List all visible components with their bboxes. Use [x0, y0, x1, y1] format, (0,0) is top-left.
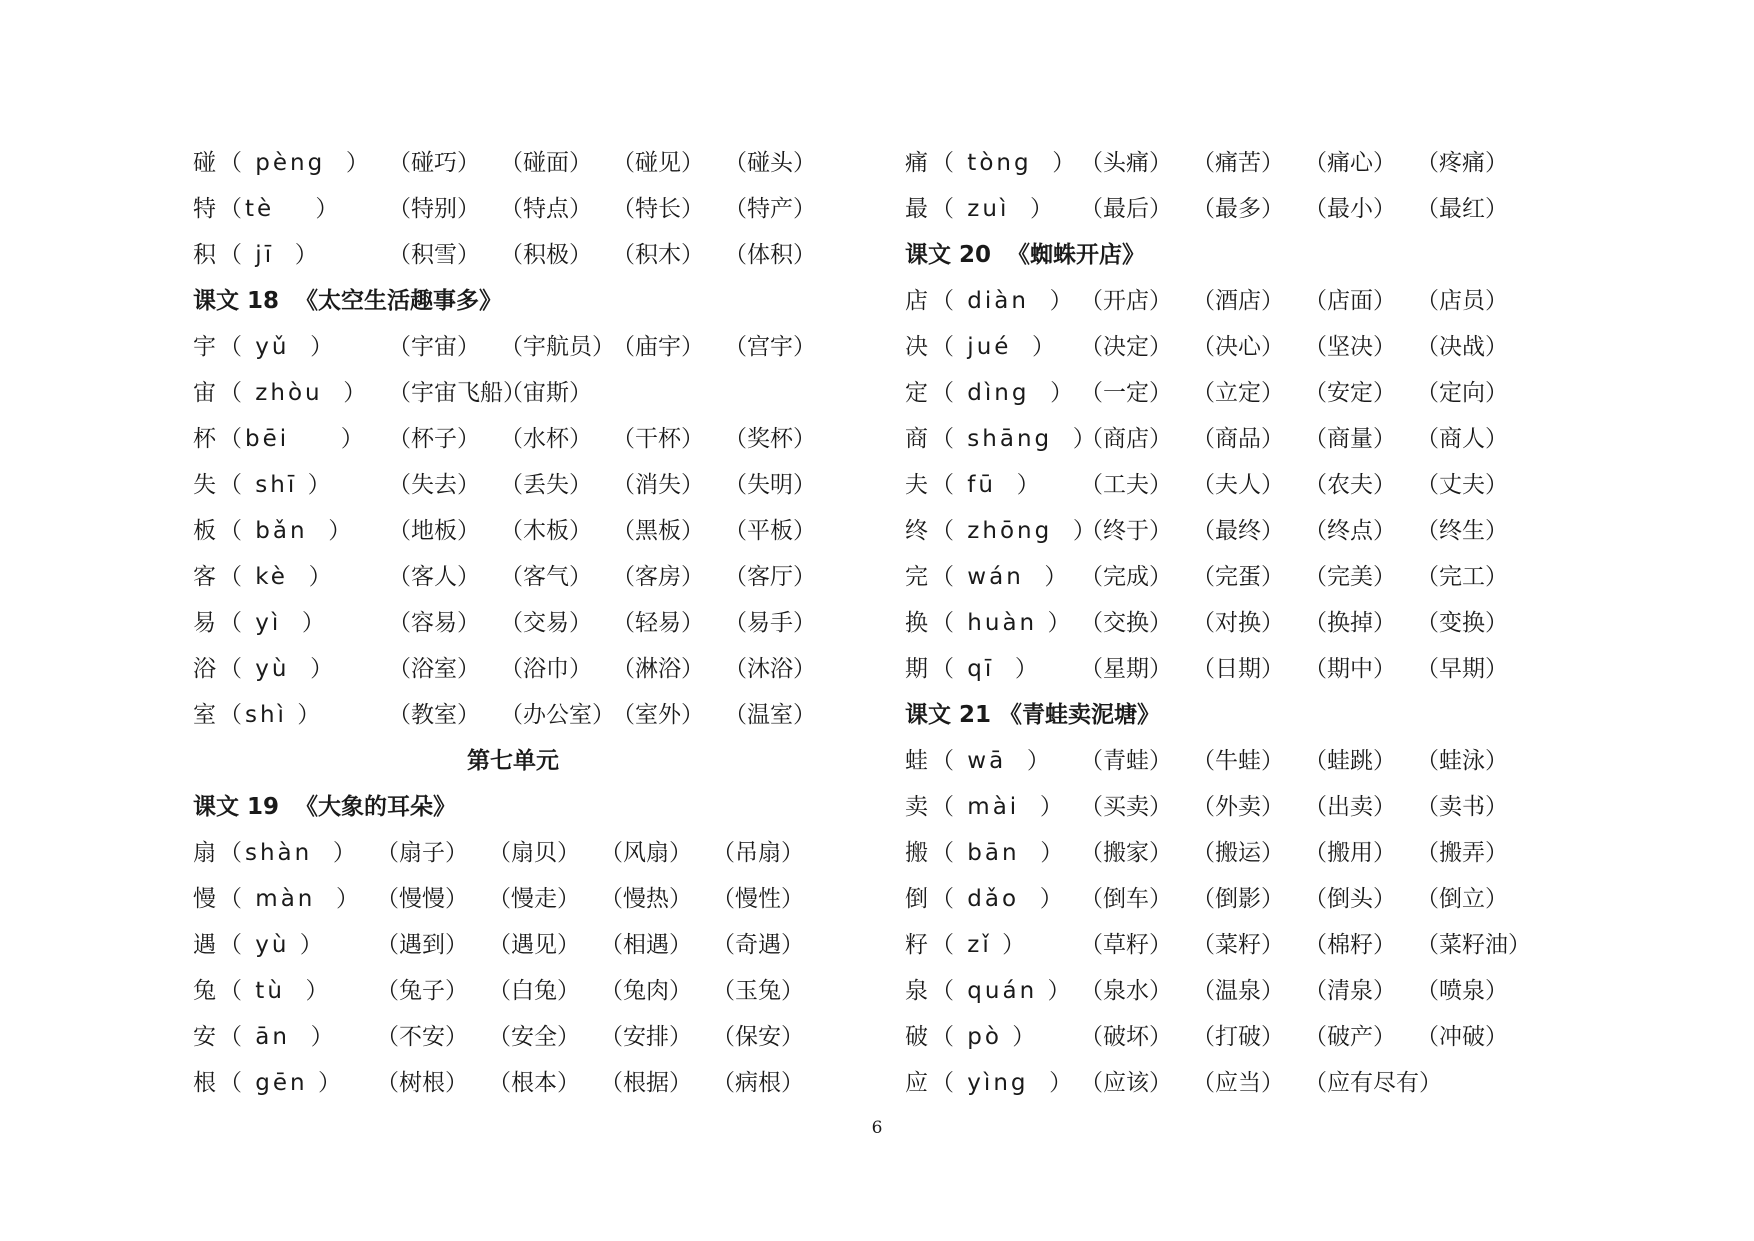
vocab-word: （客房）: [612, 564, 704, 590]
vocab-word: （决定）: [1080, 334, 1172, 360]
vocab-char: 宙: [193, 380, 216, 406]
vocab-row: [193, 646, 833, 692]
vocab-row: [193, 508, 833, 554]
vocab-word: （青蛙）: [1080, 748, 1172, 774]
vocab-pinyin: （shàn ）: [219, 840, 359, 866]
vocab-pinyin: （ shāng ）: [931, 426, 1099, 452]
vocab-char: 期: [905, 656, 928, 682]
vocab-pinyin: （ zhòu ）: [219, 380, 370, 406]
vocab-word: （遇到）: [376, 932, 468, 958]
vocab-char: 慢: [193, 886, 216, 912]
vocab-row: [905, 140, 1605, 186]
vocab-pinyin: （ fū ）: [931, 472, 1043, 498]
vocab-word: （丈夫）: [1416, 472, 1508, 498]
vocab-word: （遇见）: [488, 932, 580, 958]
vocab-row: [193, 1014, 833, 1060]
vocab-pinyin: （ yù ）: [219, 656, 337, 682]
vocab-word: （容易）: [388, 610, 480, 636]
vocab-char: 换: [905, 610, 928, 636]
vocab-char: 碰: [193, 150, 216, 176]
vocab-row: [193, 692, 833, 738]
vocab-word: （坚决）: [1304, 334, 1396, 360]
vocab-word: （碰面）: [500, 150, 592, 176]
vocab-word: （泉水）: [1080, 978, 1172, 1004]
vocab-char: 最: [905, 196, 928, 222]
vocab-word: （最红）: [1416, 196, 1508, 222]
vocab-word: （浴巾）: [500, 656, 592, 682]
vocab-char: 遇: [193, 932, 216, 958]
vocab-word: （最多）: [1192, 196, 1284, 222]
vocab-pinyin: （ pèng ）: [219, 150, 372, 176]
vocab-row: [193, 140, 833, 186]
vocab-word: （特产）: [724, 196, 816, 222]
vocab-char: 破: [905, 1024, 928, 1050]
vocab-char: 决: [905, 334, 928, 360]
vocab-word: （宙斯）: [500, 380, 592, 406]
vocab-word: （吊扇）: [712, 840, 804, 866]
vocab-word: （工夫）: [1080, 472, 1172, 498]
vocab-word: （草籽）: [1080, 932, 1172, 958]
vocab-word: （积雪）: [388, 242, 480, 268]
page-number: 6: [871, 1118, 883, 1138]
vocab-row: [193, 830, 833, 876]
vocab-word: （打破）: [1192, 1024, 1284, 1050]
right-column: [905, 140, 1605, 1106]
vocab-word: （应该）: [1080, 1070, 1172, 1096]
vocab-word: （相遇）: [600, 932, 692, 958]
vocab-char: 浴: [193, 656, 216, 682]
vocab-pinyin: （ yǔ ）: [219, 334, 337, 360]
vocab-word: （牛蛙）: [1192, 748, 1284, 774]
vocab-row: [905, 738, 1605, 784]
vocab-word: （失去）: [388, 472, 480, 498]
vocab-char: 夫: [905, 472, 928, 498]
vocab-word: （沐浴）: [724, 656, 816, 682]
vocab-word: （定向）: [1416, 380, 1508, 406]
vocab-word: （树根）: [376, 1070, 468, 1096]
vocab-word: （庙宇）: [612, 334, 704, 360]
vocab-word: （室外）: [612, 702, 704, 728]
vocab-word: （轻易）: [612, 610, 704, 636]
vocab-word: （店员）: [1416, 288, 1508, 314]
vocab-char: 商: [905, 426, 928, 452]
vocab-word: （积木）: [612, 242, 704, 268]
vocab-char: 根: [193, 1070, 216, 1096]
vocab-word: （完成）: [1080, 564, 1172, 590]
vocab-pinyin: （ zǐ ）: [931, 932, 1029, 958]
vocab-word: （商人）: [1416, 426, 1508, 452]
vocab-word: （宇宙飞船）: [388, 380, 526, 406]
vocab-word: （搬家）: [1080, 840, 1172, 866]
vocab-word: （积极）: [500, 242, 592, 268]
vocab-word: （期中）: [1304, 656, 1396, 682]
vocab-row: [905, 968, 1605, 1014]
vocab-pinyin: （ pò ）: [931, 1024, 1039, 1050]
vocab-pinyin: （ huàn ）: [931, 610, 1074, 636]
vocab-word: （不安）: [376, 1024, 468, 1050]
vocab-pinyin: （ màn ）: [219, 886, 363, 912]
vocab-word: （特长）: [612, 196, 704, 222]
vocab-pinyin: （ jué ）: [931, 334, 1059, 360]
vocab-row: [905, 830, 1605, 876]
vocab-word: （倒车）: [1080, 886, 1172, 912]
vocab-row: [905, 1060, 1605, 1106]
vocab-word: （保安）: [712, 1024, 804, 1050]
vocab-word: （风扇）: [600, 840, 692, 866]
vocab-word: （碰巧）: [388, 150, 480, 176]
vocab-row: [193, 876, 833, 922]
vocab-word: （碰头）: [724, 150, 816, 176]
vocab-word: （客人）: [388, 564, 480, 590]
vocab-word: （消失）: [612, 472, 704, 498]
vocab-word: （痛心）: [1304, 150, 1396, 176]
vocab-word: （客厅）: [724, 564, 816, 590]
vocab-pinyin: （ yù ）: [219, 932, 326, 958]
vocab-char: 易: [193, 610, 216, 636]
vocab-pinyin: （ kè ）: [219, 564, 335, 590]
vocab-word: （扇贝）: [488, 840, 580, 866]
vocab-char: 兔: [193, 978, 216, 1004]
vocab-char: 痛: [905, 150, 928, 176]
vocab-word: （玉兔）: [712, 978, 804, 1004]
vocab-word: （开店）: [1080, 288, 1172, 314]
vocab-char: 终: [905, 518, 928, 544]
vocab-row: [905, 1014, 1605, 1060]
vocab-word: （扇子）: [376, 840, 468, 866]
vocab-row: [193, 462, 833, 508]
vocab-row: [905, 554, 1605, 600]
vocab-row: [905, 416, 1605, 462]
vocab-word: （商品）: [1192, 426, 1284, 452]
vocab-pinyin: （ zhōng ）: [931, 518, 1099, 544]
vocab-pinyin: （ bǎn ）: [219, 518, 355, 544]
vocab-word: （兔肉）: [600, 978, 692, 1004]
vocab-row: [193, 554, 833, 600]
vocab-word: （倒头）: [1304, 886, 1396, 912]
vocab-row: [905, 278, 1605, 324]
vocab-word: （商量）: [1304, 426, 1396, 452]
vocab-char: 客: [193, 564, 216, 590]
vocab-word: （星期）: [1080, 656, 1172, 682]
vocab-char: 应: [905, 1070, 928, 1096]
vocab-word: （温泉）: [1192, 978, 1284, 1004]
vocab-word: （交换）: [1080, 610, 1172, 636]
vocab-char: 安: [193, 1024, 216, 1050]
vocab-word: （终于）: [1080, 518, 1172, 544]
vocab-word: （店面）: [1304, 288, 1396, 314]
vocab-word: （倒影）: [1192, 886, 1284, 912]
vocab-word: （宇航员）: [500, 334, 615, 360]
vocab-pinyin: （ quán ）: [931, 978, 1074, 1004]
vocab-word: （对换）: [1192, 610, 1284, 636]
vocab-row: [193, 416, 833, 462]
vocab-word: （教室）: [388, 702, 480, 728]
vocab-word: （蛙跳）: [1304, 748, 1396, 774]
vocab-pinyin: （ mài ）: [931, 794, 1066, 820]
vocab-char: 定: [905, 380, 928, 406]
vocab-pinyin: （ zuì ）: [931, 196, 1056, 222]
vocab-pinyin: （ wán ）: [931, 564, 1071, 590]
vocab-char: 蛙: [905, 748, 928, 774]
vocab-pinyin: （ tòng ）: [931, 150, 1079, 176]
vocab-word: （水杯）: [500, 426, 592, 452]
vocab-word: （菜籽油）: [1416, 932, 1531, 958]
vocab-word: （疼痛）: [1416, 150, 1508, 176]
lesson-heading: 课文 20 《蜘蛛开店》: [905, 242, 1146, 268]
vocab-row: [905, 600, 1605, 646]
vocab-row: [905, 922, 1605, 968]
vocab-word: （蛙泳）: [1416, 748, 1508, 774]
vocab-row: [905, 462, 1605, 508]
vocab-word: （办公室）: [500, 702, 615, 728]
vocab-word: （黑板）: [612, 518, 704, 544]
vocab-word: （外卖）: [1192, 794, 1284, 820]
vocab-row: [193, 922, 833, 968]
vocab-word: （平板）: [724, 518, 816, 544]
vocab-word: （最终）: [1192, 518, 1284, 544]
vocab-word: （碰见）: [612, 150, 704, 176]
vocab-word: （特点）: [500, 196, 592, 222]
vocab-char: 扇: [193, 840, 216, 866]
vocab-word: （倒立）: [1416, 886, 1508, 912]
vocab-pinyin: （ dìng ）: [931, 380, 1077, 406]
vocab-word: （奖杯）: [724, 426, 816, 452]
vocab-row: [905, 508, 1605, 554]
vocab-char: 宇: [193, 334, 216, 360]
vocab-word: （安定）: [1304, 380, 1396, 406]
vocab-word: （失明）: [724, 472, 816, 498]
vocab-word: （买卖）: [1080, 794, 1172, 820]
vocab-word: （兔子）: [376, 978, 468, 1004]
vocab-word: （最后）: [1080, 196, 1172, 222]
vocab-pinyin: （tè ）: [219, 196, 342, 222]
vocab-word: （搬用）: [1304, 840, 1396, 866]
lesson-heading: 课文 21 《青蛙卖泥塘》: [905, 702, 1161, 728]
vocab-word: （痛苦）: [1192, 150, 1284, 176]
vocab-word: （菜籽）: [1192, 932, 1284, 958]
vocab-word: （应当）: [1192, 1070, 1284, 1096]
vocab-char: 失: [193, 472, 216, 498]
vocab-char: 泉: [905, 978, 928, 1004]
vocab-row: [193, 370, 833, 416]
vocab-word: （客气）: [500, 564, 592, 590]
vocab-word: （安排）: [600, 1024, 692, 1050]
vocab-word: （木板）: [500, 518, 592, 544]
vocab-word: （慢性）: [712, 886, 804, 912]
vocab-word: （最小）: [1304, 196, 1396, 222]
vocab-row: [905, 324, 1605, 370]
vocab-row: [905, 370, 1605, 416]
vocab-pinyin: （ diàn ）: [931, 288, 1076, 314]
vocab-row: [193, 186, 833, 232]
vocab-char: 卖: [905, 794, 928, 820]
vocab-word: （完美）: [1304, 564, 1396, 590]
vocab-word: （交易）: [500, 610, 592, 636]
vocab-word: （破产）: [1304, 1024, 1396, 1050]
vocab-char: 倒: [905, 886, 928, 912]
vocab-word: （慢热）: [600, 886, 692, 912]
vocab-char: 搬: [905, 840, 928, 866]
vocab-word: （完工）: [1416, 564, 1508, 590]
vocab-char: 特: [193, 196, 216, 222]
vocab-char: 完: [905, 564, 928, 590]
vocab-word: （冲破）: [1416, 1024, 1508, 1050]
vocab-row: [905, 876, 1605, 922]
vocab-pinyin: （ wā ）: [931, 748, 1053, 774]
vocab-pinyin: （ gēn ）: [219, 1070, 344, 1096]
vocab-pinyin: （ tù ）: [219, 978, 332, 1004]
vocab-word: （终点）: [1304, 518, 1396, 544]
vocab-char: 板: [193, 518, 216, 544]
vocab-pinyin: （ dǎo ）: [931, 886, 1066, 912]
vocab-row: [905, 646, 1605, 692]
vocab-row: [193, 1060, 833, 1106]
vocab-word: （决战）: [1416, 334, 1508, 360]
vocab-word: （破坏）: [1080, 1024, 1172, 1050]
vocab-word: （根本）: [488, 1070, 580, 1096]
vocab-word: （一定）: [1080, 380, 1172, 406]
vocab-pinyin: （ yìng ）: [931, 1070, 1076, 1096]
vocab-row: [905, 186, 1605, 232]
vocab-pinyin: （ jī ）: [219, 242, 321, 268]
vocab-word: （安全）: [488, 1024, 580, 1050]
vocab-word: （温室）: [724, 702, 816, 728]
vocab-word: （变换）: [1416, 610, 1508, 636]
vocab-word: （棉籽）: [1304, 932, 1396, 958]
lesson-heading: 课文 19 《大象的耳朵》: [193, 794, 457, 820]
vocab-word: （白兔）: [488, 978, 580, 1004]
vocab-word: （丢失）: [500, 472, 592, 498]
vocab-word: （头痛）: [1080, 150, 1172, 176]
vocab-pinyin: （shì ）: [219, 702, 324, 728]
vocab-row: [193, 324, 833, 370]
vocab-char: 杯: [193, 426, 216, 452]
vocab-word: （卖书）: [1416, 794, 1508, 820]
vocab-word: （搬运）: [1192, 840, 1284, 866]
vocab-word: （体积）: [724, 242, 816, 268]
vocab-pinyin: （ bān ）: [931, 840, 1067, 866]
lesson-heading: 课文 18 《太空生活趣事多》: [193, 288, 503, 314]
unit-heading: 第七单元: [467, 748, 559, 774]
vocab-row: [905, 784, 1605, 830]
vocab-char: 积: [193, 242, 216, 268]
vocab-word: （清泉）: [1304, 978, 1396, 1004]
vocab-word: （商店）: [1080, 426, 1172, 452]
vocab-word: （立定）: [1192, 380, 1284, 406]
vocab-word: （慢走）: [488, 886, 580, 912]
vocab-word: （终生）: [1416, 518, 1508, 544]
vocab-pinyin: （ yì ）: [219, 610, 328, 636]
vocab-word: （易手）: [724, 610, 816, 636]
vocab-word: （应有尽有）: [1304, 1070, 1442, 1096]
vocab-pinyin: （ ān ）: [219, 1024, 337, 1050]
vocab-word: （出卖）: [1304, 794, 1396, 820]
vocab-word: （奇遇）: [712, 932, 804, 958]
vocab-word: （换掉）: [1304, 610, 1396, 636]
vocab-word: （搬弄）: [1416, 840, 1508, 866]
vocab-word: （杯子）: [388, 426, 480, 452]
vocab-pinyin: （ qī ）: [931, 656, 1041, 682]
vocab-word: （夫人）: [1192, 472, 1284, 498]
vocab-word: （浴室）: [388, 656, 480, 682]
vocab-pinyin: （ shī ）: [219, 472, 334, 498]
vocab-word: （农夫）: [1304, 472, 1396, 498]
vocab-pinyin: （bēi ）: [219, 426, 367, 452]
vocab-word: （宫宇）: [724, 334, 816, 360]
vocab-word: （特别）: [388, 196, 480, 222]
vocab-word: （日期）: [1192, 656, 1284, 682]
vocab-word: （淋浴）: [612, 656, 704, 682]
vocab-word: （早期）: [1416, 656, 1508, 682]
vocab-word: （喷泉）: [1416, 978, 1508, 1004]
vocab-row: [193, 968, 833, 1014]
vocab-char: 店: [905, 288, 928, 314]
vocab-word: （决心）: [1192, 334, 1284, 360]
vocab-word: （根据）: [600, 1070, 692, 1096]
vocab-word: （干杯）: [612, 426, 704, 452]
vocab-char: 室: [193, 702, 216, 728]
vocab-word: （病根）: [712, 1070, 804, 1096]
vocab-word: （完蛋）: [1192, 564, 1284, 590]
vocab-word: （地板）: [388, 518, 480, 544]
vocab-word: （宇宙）: [388, 334, 480, 360]
vocab-char: 籽: [905, 932, 928, 958]
vocab-row: [193, 232, 833, 278]
left-column: [193, 140, 833, 1106]
vocab-word: （酒店）: [1192, 288, 1284, 314]
vocab-row: [193, 600, 833, 646]
vocab-word: （慢慢）: [376, 886, 468, 912]
